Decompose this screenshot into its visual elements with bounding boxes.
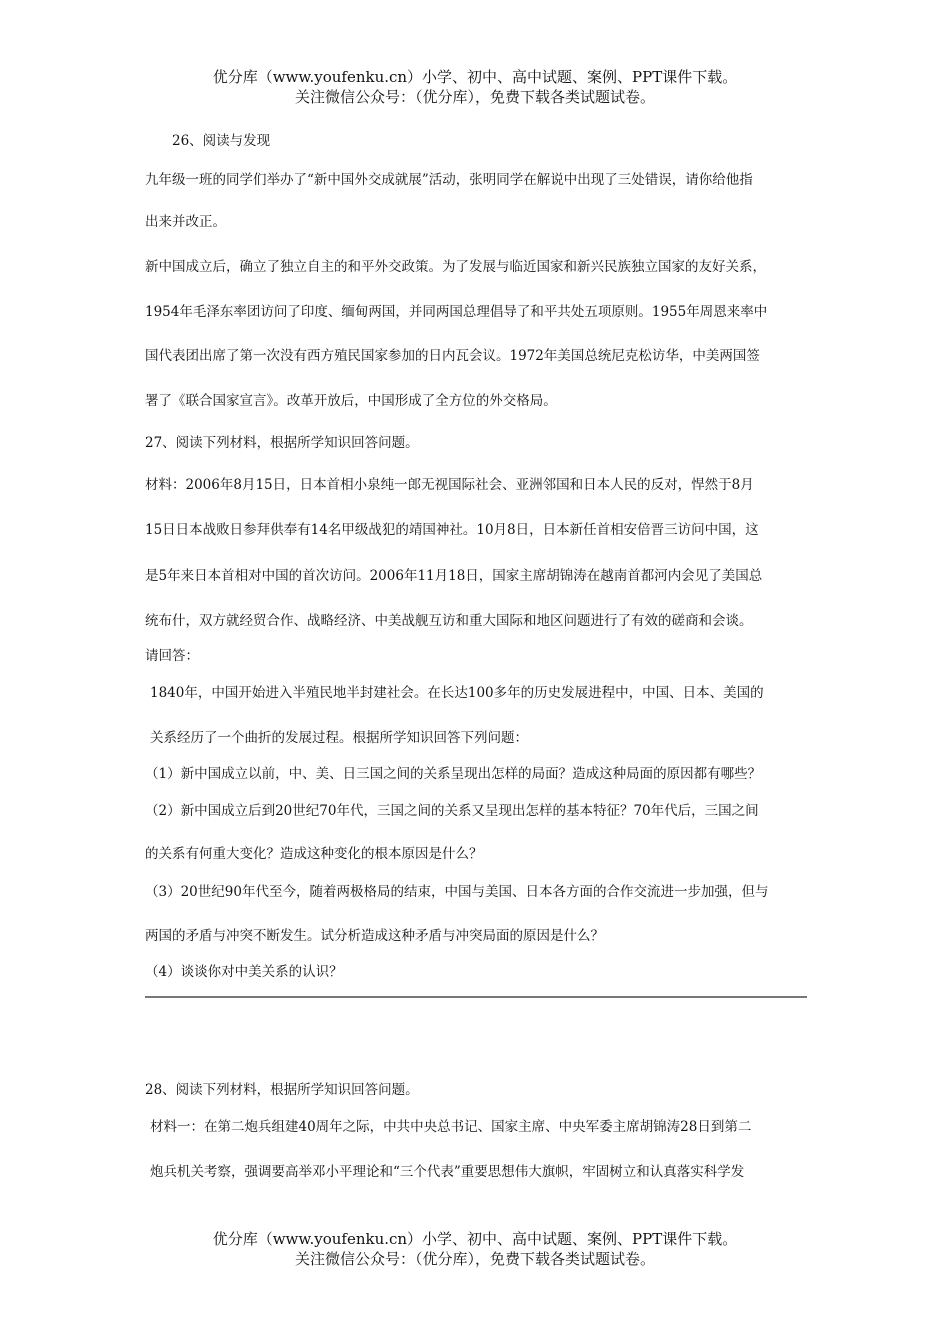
q28-material1-line-2: 炮兵机关考察，强调要高举邓小平理论和“三个代表”重要思想伟大旗帜，牢固树立和认真落实科学发 xyxy=(150,1164,745,1180)
q27-sub-question-1: （1）新中国成立以前，中、美、日三国之间的关系呈现出怎样的局面？造成这种局面的原因都有哪些？ xyxy=(145,766,762,782)
page-footer-line-1: 优分库（www.youfenku.cn）小学、初中、高中试题、案例、PPT课件下载。 xyxy=(212,1230,738,1248)
q26-prompt-line-2: 出来并改正。 xyxy=(145,214,226,230)
q27-material-line-1: 材料：2006年8月15日，日本首相小泉纯一郎无视国际社会、亚洲邻国和日本人民的反对，悍然于8月 xyxy=(145,477,754,493)
q26-text-line-2: 1954年毛泽东率团访问了印度、缅甸两国，并同两国总理倡导了和平共处五项原则。1955年周恩来率中 xyxy=(145,304,768,320)
q28-title: 28、阅读下列材料，根据所学知识回答问题。 xyxy=(145,1082,419,1098)
q27-sub-question-2-line-2: 的关系有何重大变化？造成这种变化的根本原因是什么？ xyxy=(145,846,483,862)
page-header-line-1: 优分库（www.youfenku.cn）小学、初中、高中试题、案例、PPT课件下载。 xyxy=(212,68,738,86)
q28-material1-line-1: 材料一：在第二炮兵组建40周年之际，中共中央总书记、国家主席、中央军委主席胡锦涛28日到第二 xyxy=(150,1119,752,1135)
page-footer-line-2: 关注微信公众号：（优分库），免费下载各类试题试卷。 xyxy=(294,1250,655,1268)
q27-material-line-2: 15日日本战败日参拜供奉有14名甲级战犯的靖国神社。10月8日，日本新任首相安倍晋三访问中国，这 xyxy=(145,522,759,538)
q26-text-line-1: 新中国成立后，确立了独立自主的和平外交政策。为了发展与临近国家和新兴民族独立国家的友好关系， xyxy=(145,259,766,275)
section-divider xyxy=(145,996,807,998)
q27-ask: 请回答： xyxy=(145,648,199,664)
q27-sub-question-3-line-2: 两国的矛盾与冲突不断发生。试分析造成这种矛盾与冲突局面的原因是什么？ xyxy=(145,928,604,944)
q26-title: 26、阅读与发现 xyxy=(172,133,271,149)
q26-prompt-line-1: 九年级一班的同学们举办了“新中国外交成就展”活动，张明同学在解说中出现了三处错误，请你给他指 xyxy=(145,172,753,188)
q27-material-line-3: 是5年来日本首相对中国的首次访问。2006年11月18日，国家主席胡锦涛在越南首都河内会见了美国总 xyxy=(145,568,763,584)
q27-title: 27、阅读下列材料，根据所学知识回答问题。 xyxy=(145,435,419,451)
q26-text-line-3: 国代表团出席了第一次没有西方殖民国家参加的日内瓦会议。1972年美国总统尼克松访华，中美两国签 xyxy=(145,348,760,364)
q27-material-line-4: 统布什，双方就经贸合作、战略经济、中美战舰互访和重大国际和地区问题进行了有效的磋商和会谈。 xyxy=(145,613,753,629)
q27-sub-question-3-line-1: （3）20世纪90年代至今，随着两极格局的结束，中国与美国、日本各方面的合作交流进一步加强，但与 xyxy=(145,884,769,900)
q26-text-line-4: 署了《联合国家宣言》。改革开放后，中国形成了全方位的外交格局。 xyxy=(145,393,557,409)
q27-sub-question-2-line-1: （2）新中国成立后到20世纪70年代，三国之间的关系又呈现出怎样的基本特征？70年代后，三国之间 xyxy=(145,803,759,819)
q27-intro-line-1: 1840年，中国开始进入半殖民地半封建社会。在长达100多年的历史发展进程中，中国、日本、美国的 xyxy=(150,685,764,701)
page-header-line-2: 关注微信公众号：（优分库），免费下载各类试题试卷。 xyxy=(294,88,655,106)
q27-sub-question-4: （4）谈谈你对中美关系的认识？ xyxy=(145,964,343,980)
q27-intro-line-2: 关系经历了一个曲折的发展过程。根据所学知识回答下列问题： xyxy=(150,730,528,746)
